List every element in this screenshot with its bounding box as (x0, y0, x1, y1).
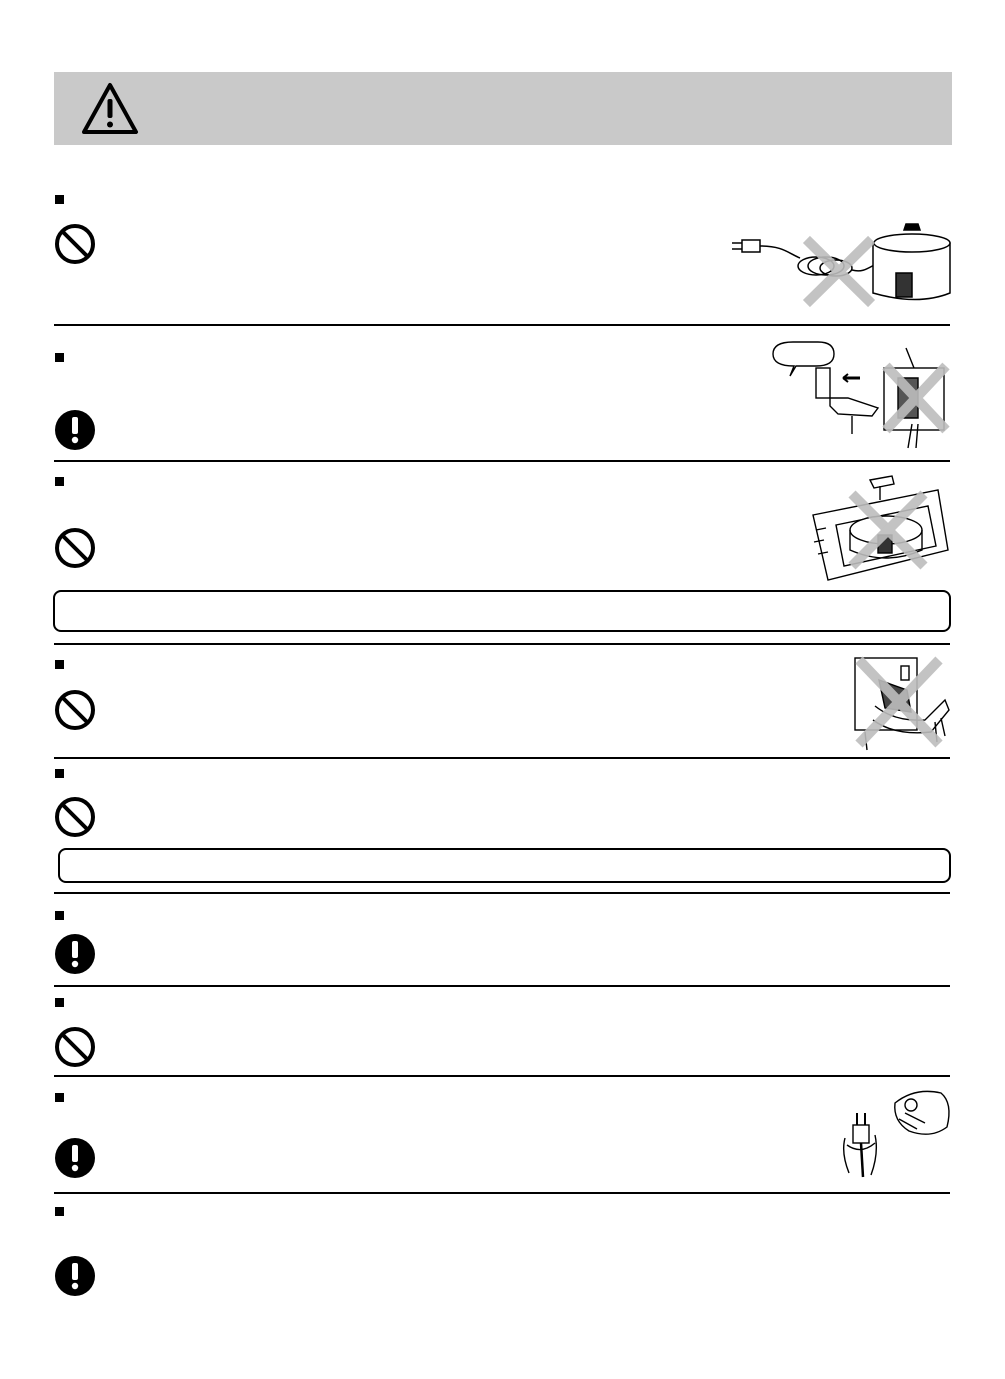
cooker-under-faucet-illustration (808, 470, 953, 585)
prohibition-icon (54, 527, 96, 569)
prohibition-icon (54, 796, 96, 838)
mandatory-action-icon (54, 1137, 96, 1179)
section-divider (54, 1192, 950, 1194)
note-box (58, 848, 951, 883)
mandatory-action-icon (54, 933, 96, 975)
section-divider (54, 892, 950, 894)
mandatory-action-icon (54, 1255, 96, 1297)
section-bullet (55, 769, 64, 778)
warning-triangle-icon (81, 82, 139, 136)
section-bullet (55, 660, 64, 669)
prohibition-icon (54, 1026, 96, 1068)
prohibition-icon (54, 223, 96, 265)
section-divider (54, 460, 950, 462)
mandatory-action-icon (54, 409, 96, 451)
prohibition-icon (54, 689, 96, 731)
section-bullet (55, 477, 64, 486)
section-divider (54, 324, 950, 326)
section-bullet (55, 998, 64, 1007)
section-divider (54, 643, 950, 645)
unplug-outlet-illustration (768, 338, 953, 450)
section-bullet (55, 195, 64, 204)
section-divider (54, 757, 950, 759)
hands-wiping-plug-illustration (835, 1083, 955, 1181)
section-bullet (55, 1207, 64, 1216)
rice-cooker-coiled-cord-illustration (728, 218, 958, 313)
section-divider (54, 1075, 950, 1077)
wet-hand-plug-illustration (845, 650, 953, 755)
section-bullet (55, 1093, 64, 1102)
section-bullet (55, 911, 64, 920)
note-box (53, 590, 951, 632)
warning-header-band (54, 72, 952, 145)
section-bullet (55, 353, 64, 362)
section-divider (54, 985, 950, 987)
